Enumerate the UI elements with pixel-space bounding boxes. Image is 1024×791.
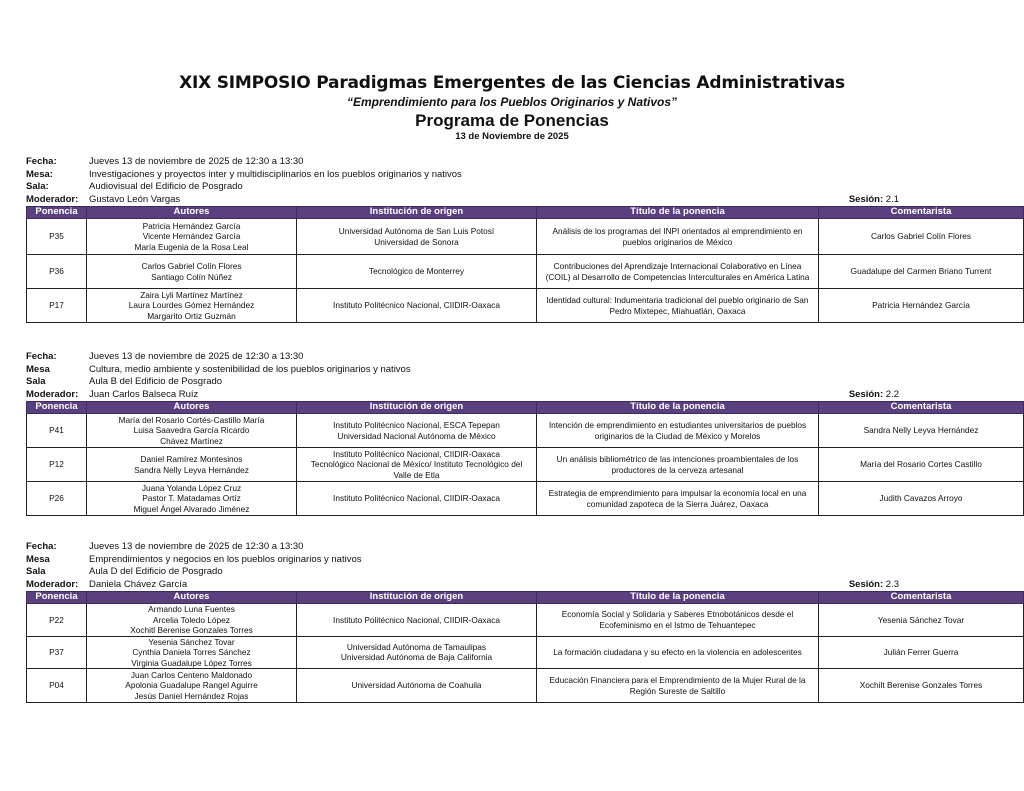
ponencias-table	[26, 591, 1024, 703]
sesion-label	[849, 579, 899, 592]
moderador-value: Gustavo León Vargas	[89, 193, 181, 205]
titulo-cell: Estrategia de emprendimiento para impulsar la economía local en una comunidad zapoteca de la Sierra Juárez, Oaxaca	[537, 482, 819, 516]
moderador-label: Moderador:	[26, 578, 79, 590]
sala-value: Aula B del Edificio de Posgrado	[89, 376, 223, 387]
table-row	[27, 414, 1024, 448]
ponencias-table	[26, 401, 1024, 516]
table-row	[27, 219, 1024, 255]
ponencias-table	[26, 206, 1024, 323]
column-header-autores: Autores	[87, 592, 297, 604]
session-block	[26, 351, 1023, 516]
fecha-value: Jueves 13 de noviembre de 2025 de 12:30 a 13:30	[89, 541, 304, 552]
sala-row	[26, 181, 1023, 194]
autores-cell: Juana Yolanda López Cruz Pastor T. Matadamas Ortíz Miguel Ángel Alvarado Jiménez	[87, 482, 297, 516]
moderador-value: Juan Carlos Balseca Ruíz	[89, 388, 199, 400]
column-header-autores: Autores	[87, 402, 297, 414]
titulo-cell: Educación Financiera para el Emprendimiento de la Mujer Rural de la Región Sureste de Saltillo	[537, 669, 819, 703]
fecha-row	[26, 156, 1023, 169]
autores-cell: Armando Luna Fuentes Arcelia Toledo López Xochitl Berenise Gonzales Torres	[87, 604, 297, 637]
column-header-institucion: Institución de origen	[297, 207, 537, 219]
moderador-label: Moderador:	[26, 193, 79, 205]
ponencia-id: P17	[27, 289, 87, 323]
autores-cell: Juan Carlos Centeno Maldonado Apolonia Guadalupe Rangel Aguirre Jesús Daniel Hernández Rojas	[87, 669, 297, 703]
institucion-cell: Instituto Politécnico Nacional, ESCA Tepepan Universidad Nacional Autónoma de México	[297, 414, 537, 448]
ponencia-id: P41	[27, 414, 87, 448]
titulo-cell: Intención de emprendimiento en estudiantes universitarios de pueblos originarios de la Ciudad de México y Morelos	[537, 414, 819, 448]
autores-cell: Daniel Ramírez Montesinos Sandra Nelly Leyva Hernández	[87, 448, 297, 482]
fecha-row	[26, 351, 1023, 364]
program-date: 13 de Noviembre de 2025	[455, 131, 569, 142]
program-title: Programa de Ponencias	[415, 111, 609, 130]
sesion-key: Sesión:	[848, 193, 884, 205]
institucion-cell: Tecnológico de Monterrey	[297, 255, 537, 289]
mesa-row	[26, 169, 1023, 182]
comentarista-cell: Patricia Hernández García	[819, 289, 1024, 323]
table-row	[27, 636, 1024, 669]
column-header-comentarista: Comentarista	[819, 402, 1024, 414]
autores-cell: Yesenia Sánchez Tovar Cynthia Daniela Torres Sánchez Virginia Guadalupe López Torres	[87, 636, 297, 669]
mesa-row	[26, 364, 1023, 377]
mesa-value: Investigaciones y proyectos inter y multidisciplinarios en los pueblos originarios y nativos	[89, 168, 462, 180]
sesion-key: Sesión:	[848, 388, 884, 400]
ponencia-id: P35	[27, 219, 87, 255]
mesa-label: Mesa:	[26, 168, 53, 180]
session-meta	[26, 541, 1023, 591]
comentarista-cell: Judith Cavazos Arroyo	[819, 482, 1024, 516]
table-header-row	[27, 402, 1024, 414]
autores-cell: Patricia Hernández García Vicente Hernández García María Eugenia de la Rosa Leal	[87, 219, 297, 255]
ponencia-id: P22	[27, 604, 87, 637]
comentarista-cell: María del Rosario Cortes Castillo	[819, 448, 1024, 482]
titulo-cell: Economía Social y Solidaria y Saberes Etnobotánicos desde el Ecofeminismo en el Istmo de Tehuantepec	[537, 604, 819, 637]
comentarista-cell: Julián Ferrer Guerra	[819, 636, 1024, 669]
sesion-value: 2.2	[883, 388, 899, 400]
symposium-subtitle: “Emprendimiento para los Pueblos Originarios y Nativos”	[346, 95, 678, 109]
mesa-label: Mesa	[26, 553, 50, 565]
sala-value: Aula D del Edificio de Posgrado	[89, 566, 223, 577]
institucion-cell: Instituto Politécnico Nacional, CIIDIR-Oaxaca Tecnológico Nacional de México/ Instituto Tecnológico del Valle de Etla	[297, 448, 537, 482]
fecha-label: Fecha:	[26, 541, 57, 552]
sala-label: Sala	[26, 376, 46, 387]
moderador-label: Moderador:	[26, 388, 79, 400]
session-block	[26, 156, 1023, 323]
titulo-cell: Un análisis bibliométrico de las intenciones proambientales de los productores de la cerveza artesanal	[537, 448, 819, 482]
column-header-autores: Autores	[87, 207, 297, 219]
sesion-label	[849, 194, 899, 207]
comentarista-cell: Guadalupe del Carmen Briano Turrent	[819, 255, 1024, 289]
mesa-label: Mesa	[26, 363, 50, 375]
column-header-institucion: Institución de origen	[297, 592, 537, 604]
column-header-comentarista: Comentarista	[819, 592, 1024, 604]
titulo-cell: Contribuciones del Aprendizaje Internacional Colaborativo en Línea (COIL) al Desarrollo de Competencias Interculturales en América Latina	[537, 255, 819, 289]
sala-row	[26, 566, 1023, 579]
sala-label: Sala:	[26, 181, 49, 192]
ponencia-id: P37	[27, 636, 87, 669]
autores-cell: María del Rosario Cortés-Castillo María Luisa Saavedra García Ricardo Chávez Martínez	[87, 414, 297, 448]
mesa-row	[26, 554, 1023, 567]
institucion-cell: Universidad Autónoma de Tamaulipas Universidad Autónoma de Baja California	[297, 636, 537, 669]
titulo-cell: Análisis de los programas del INPI orientados al emprendimiento en pueblos originarios de México	[537, 219, 819, 255]
autores-cell: Carlos Gabriel Colín Flores Santiago Colín Núñez	[87, 255, 297, 289]
fecha-row	[26, 541, 1023, 554]
mesa-value: Cultura, medio ambiente y sostenibilidad de los pueblos originarios y nativos	[89, 363, 411, 375]
titulo-cell: La formación ciudadana y su efecto en la violencia en adolescentes	[537, 636, 819, 669]
sesion-key: Sesión:	[848, 578, 884, 590]
symposium-title: XIX SIMPOSIO Paradigmas Emergentes de las Ciencias Administrativas	[179, 73, 845, 93]
session-meta	[26, 156, 1023, 206]
session-block	[26, 541, 1023, 703]
comentarista-cell: Sandra Nelly Leyva Hernández	[819, 414, 1024, 448]
sesion-value: 2.1	[883, 193, 899, 205]
institucion-cell: Universidad Autónoma de Coahuila	[297, 669, 537, 703]
column-header-titulo: Título de la ponencia	[537, 207, 819, 219]
fecha-label: Fecha:	[26, 351, 57, 362]
session-meta	[26, 351, 1023, 401]
moderador-value: Daniela Chávez García	[89, 578, 188, 590]
column-header-comentarista: Comentarista	[819, 207, 1024, 219]
comentarista-cell: Xochilt Berenise Gonzales Torres	[819, 669, 1024, 703]
comentarista-cell: Carlos Gabriel Colín Flores	[819, 219, 1024, 255]
table-row	[27, 255, 1024, 289]
sala-label: Sala	[26, 566, 46, 577]
ponencia-id: P26	[27, 482, 87, 516]
comentarista-cell: Yesenia Sánchez Tovar	[819, 604, 1024, 637]
column-header-titulo: Título de la ponencia	[537, 402, 819, 414]
column-header-titulo: Título de la ponencia	[537, 592, 819, 604]
table-row	[27, 448, 1024, 482]
institucion-cell: Instituto Politécnico Nacional, CIIDIR-Oaxaca	[297, 482, 537, 516]
institucion-cell: Universidad Autónoma de San Luis Potosí Universidad de Sonora	[297, 219, 537, 255]
table-row	[27, 482, 1024, 516]
table-header-row	[27, 592, 1024, 604]
sala-row	[26, 376, 1023, 389]
table-row	[27, 604, 1024, 637]
column-header-institucion: Institución de origen	[297, 402, 537, 414]
column-header-ponencia: Ponencia	[27, 207, 87, 219]
table-row	[27, 289, 1024, 323]
sesion-label	[849, 389, 899, 402]
institucion-cell: Instituto Politécnico Nacional, CIIDIR-Oaxaca	[297, 289, 537, 323]
ponencia-id: P12	[27, 448, 87, 482]
titulo-cell: Identidad cultural: Indumentaria tradicional del pueblo originario de San Pedro Mixtepec, Miahuatlán, Oaxaca	[537, 289, 819, 323]
mesa-value: Emprendimientos y negocios en los pueblos originarios y nativos	[89, 553, 362, 565]
ponencia-id: P36	[27, 255, 87, 289]
autores-cell: Zaira Lyli Martínez Martínez Laura Lourdes Gómez Hernández Margarito Ortiz Guzmán	[87, 289, 297, 323]
institucion-cell: Instituto Politécnico Nacional, CIIDIR-Oaxaca	[297, 604, 537, 637]
sala-value: Audiovisual del Edificio de Posgrado	[89, 181, 243, 192]
table-header-row	[27, 207, 1024, 219]
ponencia-id: P04	[27, 669, 87, 703]
fecha-value: Jueves 13 de noviembre de 2025 de 12:30 a 13:30	[89, 156, 304, 167]
table-row	[27, 669, 1024, 703]
fecha-value: Jueves 13 de noviembre de 2025 de 12:30 a 13:30	[89, 351, 304, 362]
sesion-value: 2.3	[883, 578, 899, 590]
fecha-label: Fecha:	[26, 156, 57, 167]
column-header-ponencia: Ponencia	[27, 402, 87, 414]
column-header-ponencia: Ponencia	[27, 592, 87, 604]
